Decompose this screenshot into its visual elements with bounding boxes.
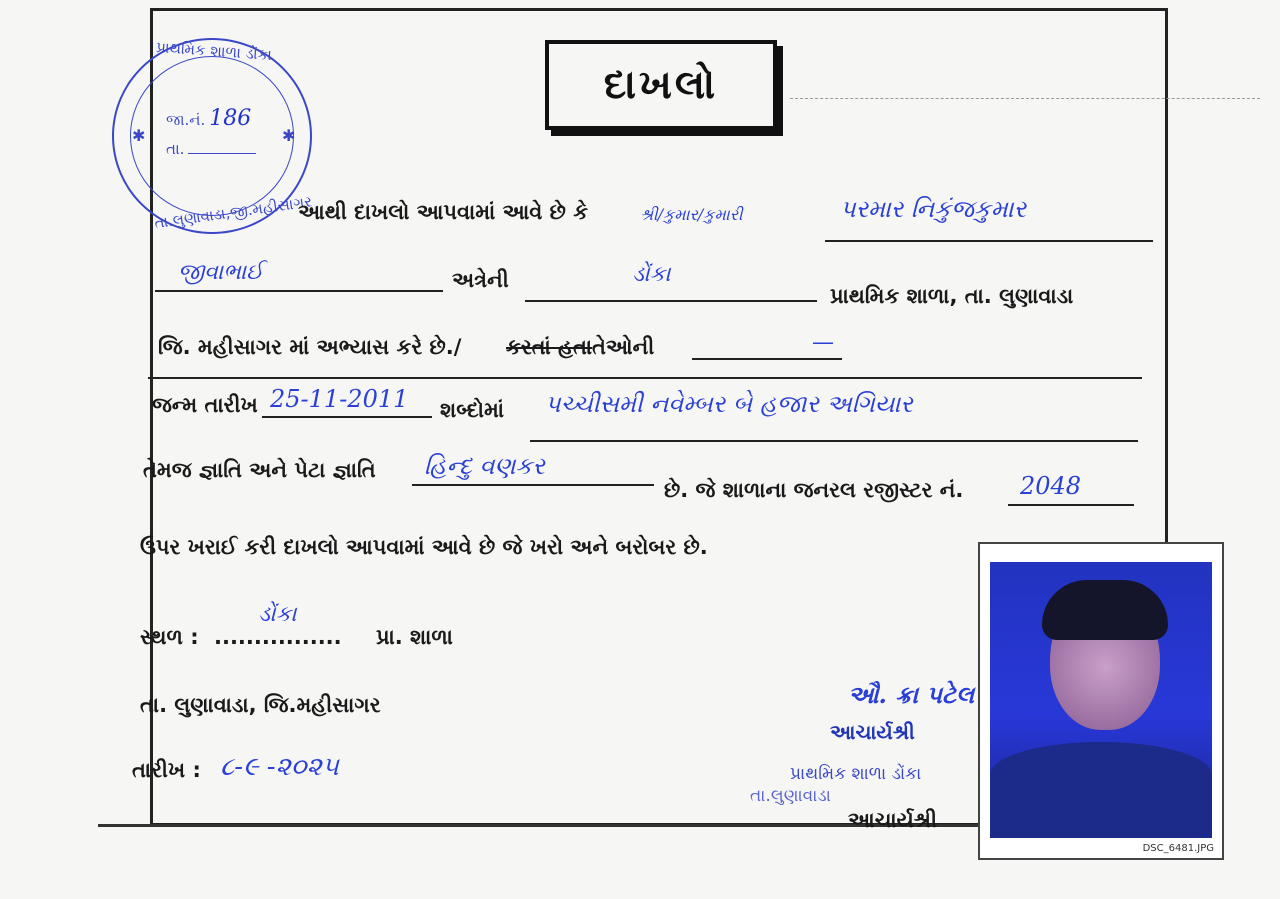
their-label: તેઓની xyxy=(592,335,655,359)
village-name: ડોંકા xyxy=(632,262,671,287)
register-label: છે. જે શાળાના જનરલ રજીસ્ટર નં. xyxy=(664,478,964,502)
atreni-label: અત્રેની xyxy=(452,268,509,292)
dob-words: પચ્ચીસમી નવેમ્બર બે હજાર અગિયાર xyxy=(545,390,913,418)
words-label: શબ્દોમાં xyxy=(440,398,504,422)
father-underline xyxy=(155,290,443,292)
dob-underline xyxy=(262,416,432,418)
school-label: પ્રાથમિક શાળા, તા. લુણાવાડા xyxy=(830,284,1074,308)
seal-jn-label: જા.નં. xyxy=(166,111,206,129)
place-value: ડોંકા xyxy=(258,602,297,627)
seal-bottom-text: તા.લુણાવાડા,જી.મહીસાગર xyxy=(153,192,314,233)
stamp-school: પ્રાથમિક શાળા ડોંકા xyxy=(790,764,922,784)
student-name: પરમાર નિકુંજકુમાર xyxy=(840,195,1026,223)
certificate-title xyxy=(545,40,777,130)
struck-text: કરતાં હતા xyxy=(506,335,593,359)
seal-ta-row xyxy=(166,140,266,158)
student-photo-image xyxy=(990,562,1212,838)
seal-ta-label: તા. xyxy=(166,140,185,158)
caste-value: હિન્દુ વણકર xyxy=(424,452,545,480)
stamp-title: આચાર્યશ્રી xyxy=(830,720,915,744)
photo-caption: DSC_6481.JPG xyxy=(1142,843,1214,854)
principal-signature: ઔ. ક્રા પટેલ xyxy=(848,680,975,709)
verification-text: ઉપર ખરાઈ કરી દાખલો આપવામાં આવે છે જે ખરો અને બરોબર છે. xyxy=(140,535,708,559)
intro-text: આથી દાખલો આપવામાં આવે છે કે xyxy=(298,200,589,224)
study-text: જિ. મહીસાગર માં અભ્યાસ કરે છે./ xyxy=(158,335,462,359)
title-options: શ્રી/કુમાર/કુમારી xyxy=(640,205,743,224)
seal-jn-value: 186 xyxy=(209,106,252,131)
certificate-title-text: દાખલો xyxy=(603,62,719,108)
dob-words-underline xyxy=(530,440,1138,442)
register-underline xyxy=(1008,504,1134,506)
date-label: તારીખ : xyxy=(132,758,201,782)
seal-ta-blank xyxy=(188,153,256,154)
field-dash: — xyxy=(812,330,834,355)
father-name: જીવાભાઈ xyxy=(178,260,264,285)
dotted-rule xyxy=(790,98,1260,99)
seal-star-icon: ✱ xyxy=(282,126,296,145)
name-underline xyxy=(825,240,1153,242)
village-underline xyxy=(525,300,817,302)
stamp-taluka: તા.લુણાવાડા xyxy=(750,786,831,806)
place-suffix: પ્રા. શાળા xyxy=(376,625,453,649)
student-photo xyxy=(978,542,1224,860)
school-seal xyxy=(112,38,312,234)
seal-inner-ring xyxy=(130,56,294,216)
photo-hair xyxy=(1042,580,1168,640)
district-text: તા. લુણાવાડા, જિ.મહીસાગર xyxy=(140,693,381,717)
seal-jn-row xyxy=(166,106,266,131)
dob-value: 25-11-2011 xyxy=(270,385,409,413)
register-number: 2048 xyxy=(1020,472,1082,500)
field-underline xyxy=(692,358,842,360)
date-value: ૮-૯ -૨૦૨૫ xyxy=(220,752,339,782)
caste-label: તેમજ જ્ઞાતિ અને પેટા જ્ઞાતિ xyxy=(143,458,376,482)
seal-star-icon: ✱ xyxy=(132,126,146,145)
caste-underline xyxy=(412,484,654,486)
principal-title: આચાર્યશ્રી xyxy=(848,808,937,832)
place-dots: ................ xyxy=(214,625,342,649)
seal-top-text: પ્રાથમિક શાળા ડોંકા xyxy=(155,37,273,65)
place-label: સ્થળ : xyxy=(140,625,199,649)
photo-shirt xyxy=(990,742,1212,838)
dob-label: જન્મ તારીખ xyxy=(152,393,258,417)
blank-underline xyxy=(148,377,1142,379)
